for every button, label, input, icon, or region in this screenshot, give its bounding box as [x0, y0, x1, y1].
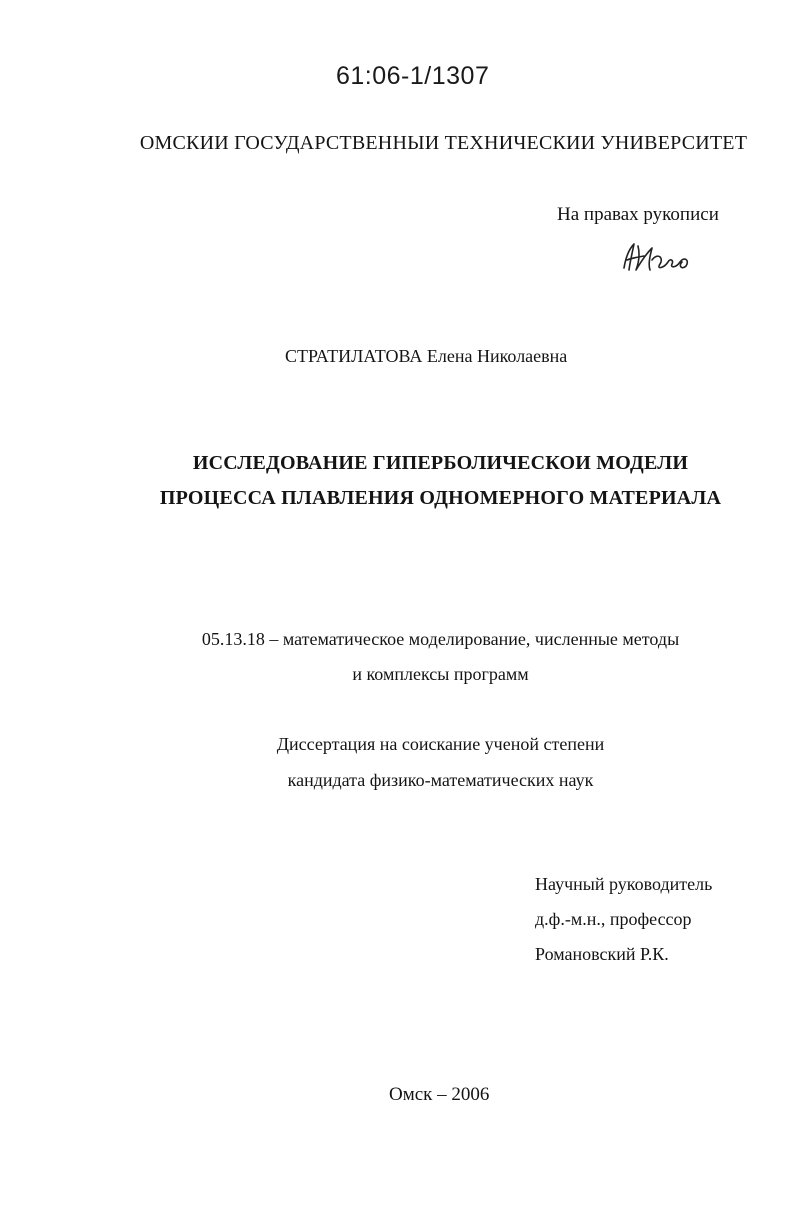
thesis-title-line-2: ПРОЦЕССА ПЛАВЛЕНИЯ ОДНОМЕРНОГО МАТЕРИАЛА: [159, 487, 722, 509]
supervisor-role: Научный руководитель: [535, 874, 713, 894]
supervisor-degree: д.ф.-м.н., профессор: [535, 909, 692, 929]
specialty-line-1: 05.13.18 – математическое моделирование, численные методы: [201, 629, 680, 649]
specialty-line-2: и комплексы программ: [352, 664, 529, 684]
degree-statement-line-1: Диссертация на соискание ученой степени: [276, 734, 605, 754]
institution-name: ОМСКИИ ГОСУДАРСТВЕННЫИ ТЕХНИЧЕСКИИ УНИВЕРСИТЕТ: [139, 132, 748, 154]
place-and-year: Омск – 2006: [389, 1084, 490, 1105]
rights-note: На правах рукописи: [557, 204, 719, 225]
thesis-title-line-1: ИССЛЕДОВАНИЕ ГИПЕРБОЛИЧЕСКОИ МОДЕЛИ: [192, 452, 689, 474]
handwritten-signature: [618, 238, 708, 278]
catalog-number: 61:06-1/1307: [336, 62, 490, 90]
supervisor-name: Романовский Р.К.: [535, 944, 669, 964]
degree-statement-line-2: кандидата физико-математических наук: [287, 770, 594, 790]
author-name: СТРАТИЛАТОВА Елена Николаевна: [285, 346, 568, 366]
